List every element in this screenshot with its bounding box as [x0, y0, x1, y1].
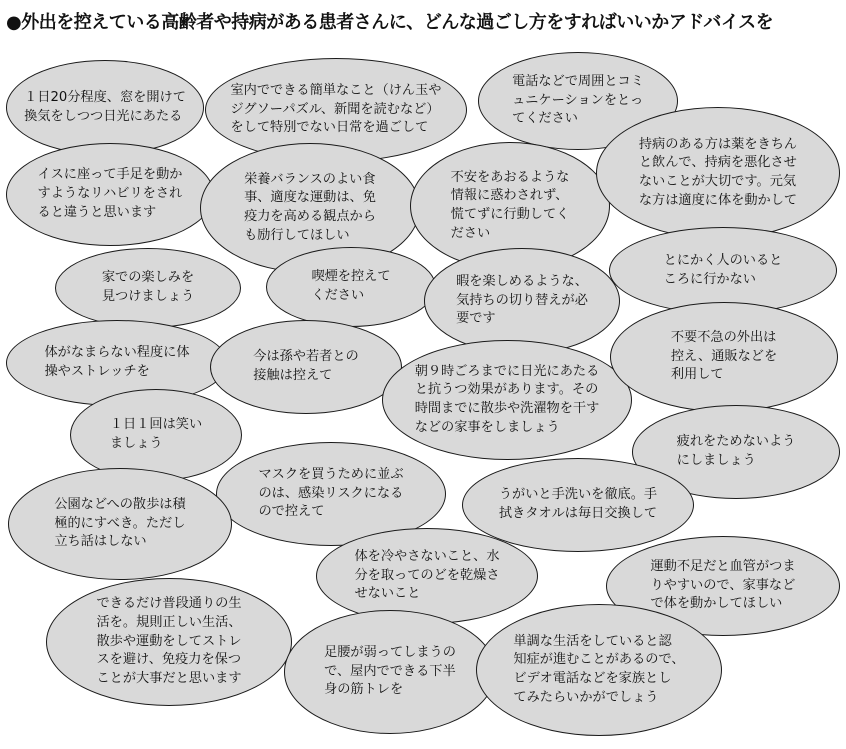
- advice-text: 運動不足だと血管がつま りやすいので、家事など で体を動かしてほしい: [650, 558, 796, 612]
- advice-text: 持病のある方は薬をきちん と飲んで、持病を悪化させ ないことが大切です。元気 な方は適度に体を動かして: [638, 136, 798, 208]
- advice-bubble-home-fun: [55, 248, 241, 328]
- advice-bubble-leg-training: [284, 610, 496, 734]
- advice-text: １日１回は笑い ましょう: [109, 417, 203, 451]
- advice-bubble-laugh: [70, 389, 242, 481]
- advice-bubble-park-walk: [8, 468, 232, 580]
- advice-text: 家での楽しみを 見つけましょう: [101, 270, 195, 304]
- advice-text: 室内でできる簡単なこと（けん玉や ジグソーパズル、新聞を読むなど） をして特別でない日常を過ごして: [230, 82, 442, 136]
- advice-bubble-video-call: [476, 604, 722, 736]
- advice-bubble-limit-contact: [210, 320, 402, 414]
- advice-text: 今は孫や若者との 接触は控えて: [253, 349, 359, 383]
- advice-bubble-chair-rehab: [6, 143, 214, 246]
- advice-text: 朝９時ごろまでに日光にあたる と抗うつ効果があります。その 時間までに散歩や洗濯物を干す などの家事をしましょう: [414, 363, 600, 435]
- advice-text: イスに座って手足を動か すようなリハビリをされ ると違うと思います: [37, 167, 183, 220]
- advice-text: 不安をあおるような 情報に惑わされず、 慌てずに行動してく ださい: [450, 169, 570, 241]
- advice-text: 栄養バランスのよい食 事、適度な運動は、免 疫力を高める観点から も励行してほしい: [244, 171, 376, 243]
- page-title: ●外出を控えている高齢者や持病がある患者さんに、どんな過ごし方をすればいいかアドバイスを: [6, 12, 774, 33]
- advice-bubble-stay-warm: [316, 528, 538, 624]
- advice-text: 体がなまらない程度に体 操やストレッチを: [44, 345, 190, 379]
- advice-bubble-online-shopping: [610, 302, 838, 412]
- advice-text: １日20分程度、窓を開けて 換気をしつつ日光にあたる: [24, 89, 186, 124]
- advice-text: 喫煙を控えて ください: [311, 269, 391, 303]
- advice-bubble-avoid-crowds: [609, 227, 837, 314]
- advice-bubble-ventilation: [6, 60, 204, 155]
- advice-text: とにかく人のいると ころに行かない: [663, 252, 783, 287]
- advice-text: できるだけ普段通りの生 活を。規則正しい生活、 散歩や運動をしてストレ スを避け、免疫力を保つ ことが大事だと思います: [96, 596, 242, 687]
- advice-bubble-medication: [596, 107, 840, 239]
- advice-bubble-morning-sun: [382, 340, 632, 460]
- advice-text: 体を冷やさないこと、水 分を取ってのどを乾燥さ せないこと: [354, 548, 500, 602]
- advice-text: 疲れをためないよう にしましょう: [676, 434, 796, 468]
- advice-bubble-mindset: [424, 248, 620, 354]
- advice-text: 単調な生活をしていると認 知症が進むことがあるので、 ビデオ電話などを家族とし てみたらいかがでしょう: [513, 633, 685, 705]
- advice-text: うがいと手洗いを徹底。手 拭きタオルは毎日交換して: [498, 487, 658, 521]
- advice-text: マスクを買うために並ぶ のは、感染リスクになる ので控えて: [258, 466, 404, 520]
- advice-text: 足腰が弱ってしまうの で、屋内でできる下半 身の筋トレを: [324, 644, 456, 698]
- advice-text: 公園などへの散歩は積 極的にすべき。ただし 立ち話はしない: [54, 496, 186, 550]
- advice-bubble-normal-routine: [46, 578, 292, 706]
- advice-text: 電話などで周囲とコミ ュニケーションをとっ てください: [512, 73, 644, 127]
- advice-text: 暇を楽しめるような、 気持ちの切り替えが必 要です: [456, 273, 588, 327]
- advice-text: 不要不急の外出は 控え、通販などを 利用して: [670, 329, 778, 383]
- advice-bubble-no-smoking: [266, 247, 436, 327]
